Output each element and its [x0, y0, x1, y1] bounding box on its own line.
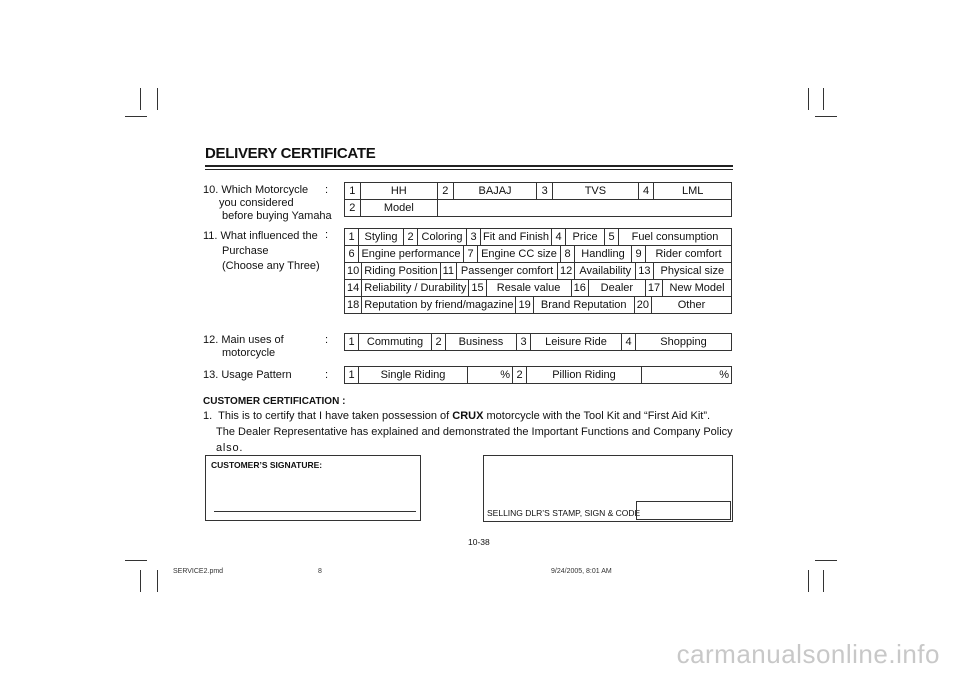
table-q11-row — [344, 245, 732, 263]
question-10-colon: : — [325, 184, 329, 196]
table-q11-row — [344, 228, 732, 246]
certification-line-2: The Dealer Representative has explained and demonstrated the Important Functions and Company Policy — [216, 426, 733, 438]
option-reputation-friend[interactable]: Reputation by friend/magazine — [362, 297, 516, 314]
cell-number: 2 — [404, 229, 418, 246]
table-q11 — [344, 228, 732, 314]
option-availability[interactable]: Availability — [575, 263, 636, 280]
cell-number: 12 — [558, 263, 575, 280]
option-engine-cc-size[interactable]: Engine CC size — [478, 246, 561, 263]
model-input[interactable] — [438, 200, 732, 217]
cell-number: 6 — [345, 246, 359, 263]
option-model: Model — [360, 200, 438, 217]
option-reliability[interactable]: Reliability / Durability — [362, 280, 469, 297]
option-commuting[interactable]: Commuting — [359, 334, 432, 351]
cell-number: 20 — [634, 297, 651, 314]
title-rule — [205, 165, 733, 167]
cell-number: 18 — [345, 297, 362, 314]
cell-number: 14 — [345, 280, 362, 297]
cell-number: 11 — [440, 263, 456, 280]
cell-number: 16 — [571, 280, 588, 297]
customer-signature-box[interactable] — [205, 455, 421, 521]
brand-name: CRUX — [452, 410, 484, 422]
option-brand-reputation[interactable]: Brand Reputation — [533, 297, 634, 314]
table-q11-row — [344, 296, 732, 314]
footer-page: 8 — [318, 568, 322, 575]
certification-line-3: also. — [216, 442, 244, 454]
option-other[interactable]: Other — [651, 297, 731, 314]
cell-number: 1 — [345, 183, 361, 200]
table-q12 — [344, 333, 732, 351]
page-number: 10-38 — [468, 537, 490, 547]
option-coloring[interactable]: Coloring — [418, 229, 467, 246]
cell-number: 10 — [345, 263, 362, 280]
certification-line-1: 1. This is to certify that I have taken possession of CRUX motorcycle with the Tool Kit and “First Aid Kit”. — [203, 410, 711, 422]
option-hh[interactable]: HH — [360, 183, 438, 200]
cell-number: 3 — [537, 183, 553, 200]
option-resale-value[interactable]: Resale value — [486, 280, 571, 297]
cell-number: 5 — [605, 229, 619, 246]
footer-datetime: 9/24/2005, 8:01 AM — [551, 568, 612, 575]
cell-number: 19 — [516, 297, 533, 314]
cell-number: 4 — [622, 334, 636, 351]
option-dealer[interactable]: Dealer — [588, 280, 645, 297]
cell-number: 3 — [467, 229, 481, 246]
option-riding-position[interactable]: Riding Position — [362, 263, 440, 280]
footer-file: SERVICE2.pmd — [173, 568, 224, 575]
option-pillion-riding: Pillion Riding — [527, 367, 642, 384]
single-riding-percent-input[interactable]: % — [468, 367, 513, 384]
option-rider-comfort[interactable]: Rider comfort — [646, 246, 732, 263]
cell-number: 17 — [645, 280, 662, 297]
title-rule-thin — [205, 169, 733, 170]
option-shopping[interactable]: Shopping — [636, 334, 732, 351]
option-passenger-comfort[interactable]: Passenger comfort — [457, 263, 558, 280]
question-12-colon: : — [325, 334, 329, 346]
option-lml[interactable]: LML — [654, 183, 732, 200]
cell-number: 7 — [464, 246, 478, 263]
cell-number: 15 — [469, 280, 486, 297]
option-price[interactable]: Price — [566, 229, 605, 246]
option-leisure-ride[interactable]: Leisure Ride — [531, 334, 622, 351]
cell-number: 4 — [552, 229, 566, 246]
option-physical-size[interactable]: Physical size — [653, 263, 731, 280]
certification-heading: CUSTOMER CERTIFICATION : — [203, 396, 346, 407]
option-new-model[interactable]: New Model — [663, 280, 732, 297]
cell-number: 4 — [638, 183, 654, 200]
watermark: carmanualsonline.info — [676, 639, 940, 669]
customer-signature-label: CUSTOMER’S SIGNATURE: — [211, 460, 323, 470]
cell-number: 8 — [561, 246, 575, 263]
cell-number: 2 — [432, 334, 446, 351]
cell-number: 3 — [517, 334, 531, 351]
cell-number: 2 — [345, 200, 361, 217]
dealer-code-field[interactable] — [636, 501, 731, 520]
option-business[interactable]: Business — [446, 334, 517, 351]
option-engine-performance[interactable]: Engine performance — [359, 246, 464, 263]
question-13: 13. Usage Pattern — [203, 369, 292, 381]
option-tvs[interactable]: TVS — [552, 183, 638, 200]
cell-number: 2 — [438, 183, 454, 200]
option-handling[interactable]: Handling — [575, 246, 632, 263]
question-11: 11. What influenced the Purchase (Choose any Three) — [203, 230, 320, 272]
page-title: DELIVERY CERTIFICATE — [205, 145, 376, 162]
question-11-colon: : — [325, 229, 329, 241]
cell-number: 13 — [636, 263, 653, 280]
cell-number: 1 — [345, 367, 359, 384]
cell-number: 1 — [345, 334, 359, 351]
question-13-colon: : — [325, 369, 329, 381]
table-q13 — [344, 366, 732, 384]
pillion-riding-percent-input[interactable]: % — [642, 367, 732, 384]
question-10: 10. Which Motorcycle you considered before buying Yamaha — [203, 184, 332, 222]
dealer-stamp-label: SELLING DLR’S STAMP, SIGN & CODE — [487, 508, 641, 518]
option-bajaj[interactable]: BAJAJ — [453, 183, 537, 200]
table-q10 — [344, 182, 732, 217]
cell-number: 2 — [513, 367, 527, 384]
option-single-riding: Single Riding — [359, 367, 468, 384]
option-fit-finish[interactable]: Fit and Finish — [481, 229, 552, 246]
table-q11-row — [344, 279, 732, 297]
option-styling[interactable]: Styling — [359, 229, 404, 246]
signature-line — [214, 511, 416, 512]
cell-number: 9 — [632, 246, 646, 263]
cell-number: 1 — [345, 229, 359, 246]
dealer-stamp-box[interactable] — [483, 455, 733, 522]
question-12: 12. Main uses of motorcycle — [203, 334, 284, 359]
option-fuel-consumption[interactable]: Fuel consumption — [619, 229, 732, 246]
table-q11-row — [344, 262, 732, 280]
